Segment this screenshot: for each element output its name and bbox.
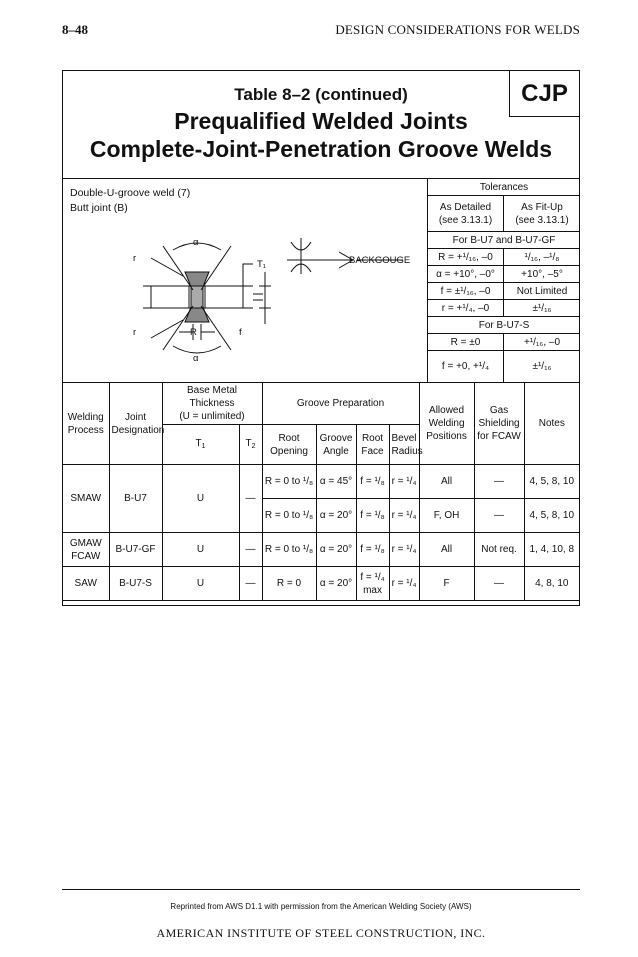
alpha-bottom-label: α: [193, 353, 199, 364]
joint-section: [63, 179, 579, 383]
tolerances-header-text: Tolerances: [479, 181, 529, 193]
cell-positions: All: [419, 465, 474, 499]
tol-detailed: α = +10°, –0°: [428, 266, 504, 282]
cell-groove-angle: α = 20°: [316, 499, 356, 533]
tolerance-row: [428, 300, 580, 317]
header-notes: Notes: [524, 383, 579, 465]
tolerance-row: [428, 351, 580, 382]
header-gas-shielding: Gas Shielding for FCAW: [474, 383, 524, 465]
header-t1-sub: 1: [201, 442, 206, 450]
tolerances-header: [428, 179, 580, 196]
header-t2-letter: T: [245, 437, 252, 449]
header-root-opening: Root Opening: [262, 425, 316, 465]
cell-root-face: f = ¹/₈: [356, 533, 389, 567]
cell-process: SAW: [63, 567, 109, 601]
tol-fitup: +¹/₁₆, –0: [523, 336, 561, 348]
header-t2: [239, 425, 262, 465]
table-frame: [62, 70, 580, 606]
cell-positions: All: [419, 533, 474, 567]
header-t2-sub: 2: [251, 442, 256, 450]
joint-name: Double-U-groove weld (7): [70, 187, 191, 199]
header-bevel-radius: Bevel Radius: [389, 425, 419, 465]
tolerances-group1-text: For B-U7 and B-U7-GF: [452, 234, 556, 246]
r-top-label: r: [133, 253, 137, 264]
running-head: [62, 22, 580, 38]
tolerance-row: [428, 334, 580, 351]
header-groove-prep: Groove Preparation: [262, 383, 419, 425]
page-number: 8–48: [62, 22, 88, 37]
prequalified-joint-table: [63, 383, 579, 601]
col-as-detailed-text: As Detailed: [439, 201, 492, 213]
tol-detailed: f = ±¹/₁₆, –0: [428, 283, 504, 299]
tol-fitup: ¹/₁₆, –¹/₈: [524, 251, 560, 263]
tol-detailed: R = +¹/₁₆, –0: [428, 249, 504, 265]
root-opening-label: R: [190, 327, 197, 338]
tol-fitup: Not Limited: [516, 285, 568, 297]
cell-notes: 4, 5, 8, 10: [524, 465, 579, 499]
cjp-badge: CJP: [509, 71, 579, 117]
table-row: [63, 567, 579, 601]
backgouge-label: BACKGOUGE: [349, 255, 411, 266]
cell-groove-angle: α = 20°: [316, 533, 356, 567]
tol-detailed: r = +¹/₄, –0: [428, 300, 504, 316]
cell-notes: 4, 8, 10: [524, 567, 579, 601]
tolerances-group2-text: For B-U7-S: [478, 319, 530, 331]
cell-groove-angle: α = 20°: [316, 567, 356, 601]
tol-detailed: f = +0, +¹/₄: [428, 351, 504, 382]
col-as-fitup: [504, 196, 580, 231]
cell-root-opening: R = 0 to ¹/₈: [262, 533, 316, 567]
cell-root-face: f = ¹/₄ max: [356, 567, 389, 601]
joint-sketch-diagram: [113, 224, 423, 374]
header-t1-letter: T: [195, 437, 202, 449]
cell-gas: —: [474, 567, 524, 601]
cell-bevel-radius: r = ¹/₄: [389, 567, 419, 601]
section-title: DESIGN CONSIDERATIONS FOR WELDS: [335, 22, 580, 37]
tol-fitup: +10°, –5°: [521, 268, 563, 280]
cell-groove-angle: α = 45°: [316, 465, 356, 499]
cell-process: SMAW: [63, 465, 109, 533]
cell-bevel-radius: r = ¹/₄: [389, 499, 419, 533]
cell-designation: B-U7-GF: [109, 533, 162, 567]
reprint-credit: Reprinted from AWS D1.1 with permission from the American Welding Society (AWS): [170, 902, 472, 911]
tol-fitup: ±¹/₁₆: [532, 361, 552, 372]
f-label: f: [239, 327, 242, 338]
cell-root-face: f = ¹/₈: [356, 499, 389, 533]
alpha-top-label: α: [193, 237, 199, 248]
cell-bevel-radius: r = ¹/₄: [389, 465, 419, 499]
cell-t1: U: [162, 567, 239, 601]
cell-positions: F, OH: [419, 499, 474, 533]
cell-t1: U: [162, 465, 239, 533]
cell-gas: —: [474, 499, 524, 533]
tolerance-row: [428, 249, 580, 266]
joint-type: Butt joint (B): [70, 202, 128, 214]
col-as-detailed: [428, 196, 504, 231]
tolerances-group2: [428, 317, 580, 334]
cell-designation: B-U7-S: [109, 567, 162, 601]
publisher-line: AMERICAN INSTITUTE OF STEEL CONSTRUCTION, INC.: [156, 926, 486, 940]
table-title-line1: Prequalified Welded Joints: [174, 108, 468, 134]
cell-process: GMAW FCAW: [63, 533, 109, 567]
tolerance-row: [428, 266, 580, 283]
cell-notes: 1, 4, 10, 8: [524, 533, 579, 567]
cell-root-opening: R = 0: [262, 567, 316, 601]
title-box: [63, 71, 579, 179]
tolerances-columns: [428, 196, 580, 232]
header-base-metal: [162, 383, 262, 425]
header-groove-angle: Groove Angle: [316, 425, 356, 465]
table-row: [63, 465, 579, 499]
cell-positions: F: [419, 567, 474, 601]
cell-notes: 4, 5, 8, 10: [524, 499, 579, 533]
cell-t2: —: [239, 567, 262, 601]
col-as-detailed-ref: (see 3.13.1): [438, 214, 493, 226]
cell-designation: B-U7: [109, 465, 162, 533]
cell-t1: U: [162, 533, 239, 567]
cell-root-opening: R = 0 to ¹/₈: [262, 499, 316, 533]
t1-label: T₁: [257, 259, 267, 270]
table-row: [63, 533, 579, 567]
cell-gas: Not req.: [474, 533, 524, 567]
table-subtitle: Table 8–2 (continued): [234, 85, 408, 104]
header-welding-process: Welding Process: [63, 383, 109, 465]
header-base-metal-note: (U = unlimited): [179, 411, 245, 422]
tolerances-group1: [428, 232, 580, 249]
col-as-fitup-ref: (see 3.13.1): [515, 214, 569, 226]
cell-root-face: f = ¹/₈: [356, 465, 389, 499]
tol-fitup: ±¹/₁₆: [532, 302, 552, 314]
tol-detailed: R = ±0: [428, 334, 504, 350]
col-as-fitup-text: As Fit-Up: [521, 201, 563, 213]
footer-rule: [62, 889, 580, 890]
tolerances-panel: [427, 179, 579, 382]
header-base-metal-text: Base Metal Thickness: [186, 385, 238, 409]
table-title-line2: Complete-Joint-Penetration Groove Welds: [89, 136, 553, 162]
tolerance-row: [428, 283, 580, 300]
header-joint-designation: Joint Designation: [109, 383, 162, 465]
cell-root-opening: R = 0 to ¹/₈: [262, 465, 316, 499]
cell-t2: —: [239, 465, 262, 533]
cell-t2: —: [239, 533, 262, 567]
header-t1: [162, 425, 239, 465]
r-bottom-label: r: [133, 327, 137, 338]
header-allowed-positions: Allowed Welding Positions: [419, 383, 474, 465]
header-root-face: Root Face: [356, 425, 389, 465]
cell-bevel-radius: r = ¹/₄: [389, 533, 419, 567]
cell-gas: —: [474, 465, 524, 499]
